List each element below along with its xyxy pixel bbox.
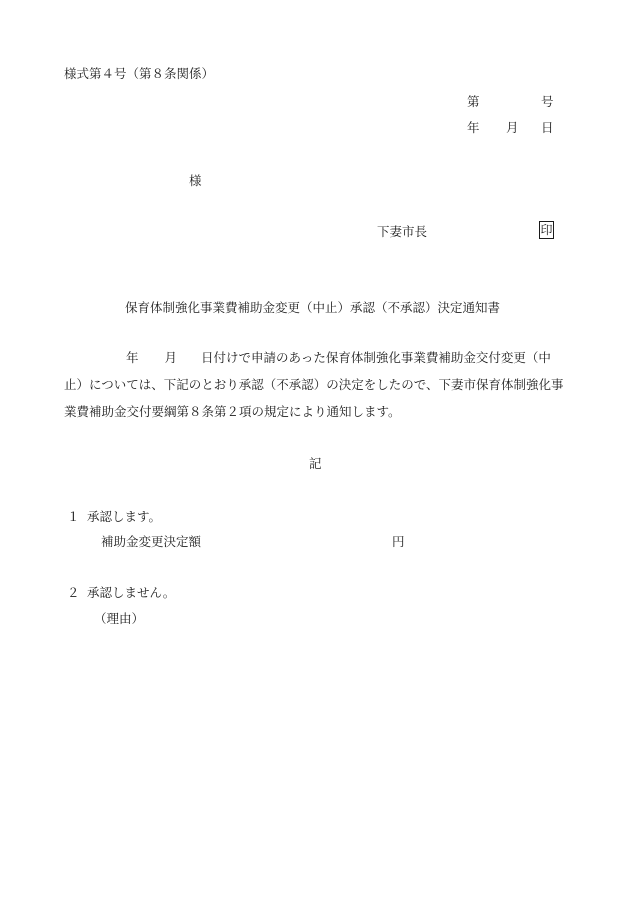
ki-heading: 記 — [309, 456, 322, 471]
date-year-label: 年 — [467, 120, 480, 135]
date-day-label: 日 — [541, 120, 554, 135]
issuer-name: 下妻市長 — [377, 224, 428, 239]
document-title: 保育体制強化事業費補助金変更（中止）承認（不承認）決定通知書 — [125, 300, 501, 315]
seal-stamp-box: 印 — [540, 223, 553, 237]
body-line-3: 業費補助金交付要綱第８条第２項の規定により通知します。 — [64, 404, 401, 419]
document-number-prefix: 第 — [467, 94, 480, 109]
document-number-suffix: 号 — [541, 94, 554, 109]
item-text: 承認しません。 — [87, 585, 176, 600]
addressee-honorific: 様 — [189, 173, 202, 188]
body-month-label: 月 — [164, 350, 178, 365]
body-line-1 — [64, 352, 551, 365]
date-month-label: 月 — [506, 120, 519, 135]
item-number: ２ — [67, 585, 80, 600]
list-item-approve — [67, 511, 161, 524]
body-line-2: 止）については、下記のとおり承認（不承認）の決定をしたので、下妻市保育体制強化事 — [64, 377, 564, 392]
form-identifier: 様式第４号（第８条関係） — [64, 66, 215, 81]
reason-label: （理由） — [94, 611, 145, 626]
approved-amount-label: 補助金変更決定額 — [101, 534, 202, 549]
body-year-label: 年 — [126, 350, 139, 365]
yen-unit: 円 — [392, 534, 405, 549]
item-number: １ — [67, 509, 80, 524]
list-item-reject — [67, 587, 175, 600]
body-line-1-text: 日付けで申請のあった保育体制強化事業費補助金交付変更（中 — [201, 350, 551, 365]
item-text: 承認します。 — [87, 509, 162, 524]
